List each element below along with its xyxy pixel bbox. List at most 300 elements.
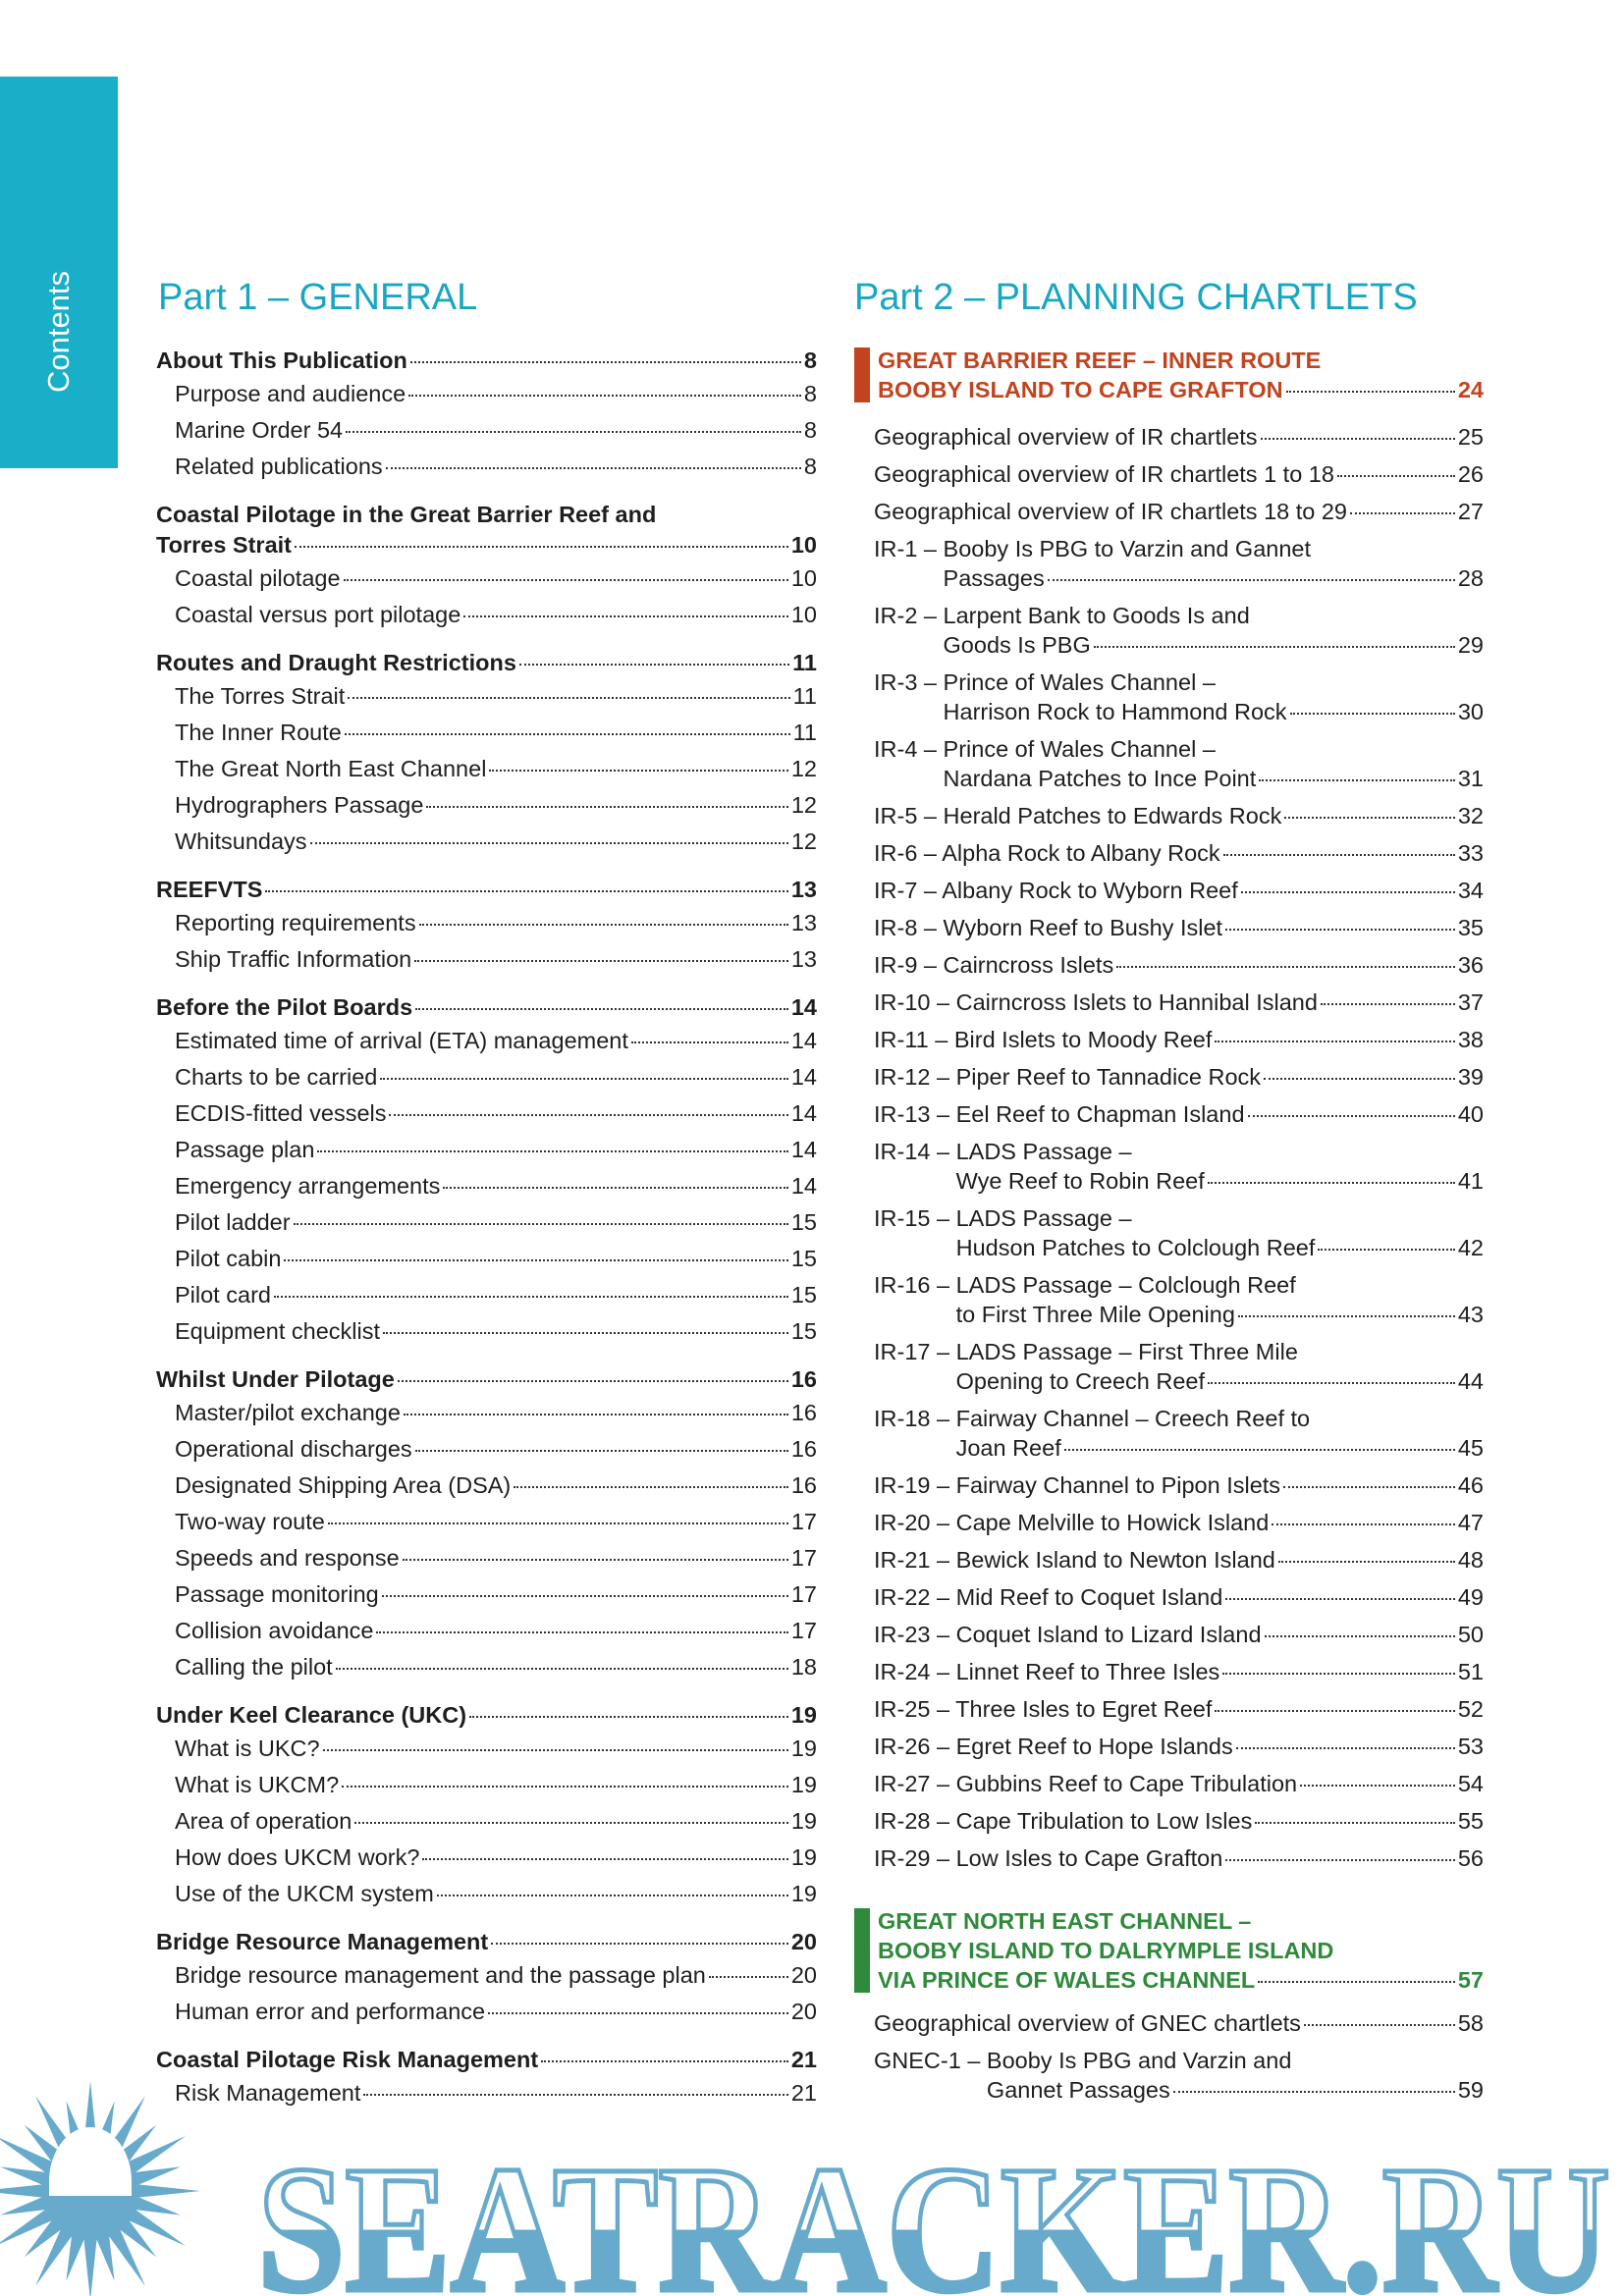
entry-code[interactable]: IR-18 – <box>874 1406 956 1431</box>
toc-entry[interactable] <box>854 1765 1484 1802</box>
entry-label[interactable]: Whitsundays <box>175 828 307 854</box>
page-number: 49 <box>1457 1584 1484 1610</box>
toc-entry[interactable] <box>854 730 1484 797</box>
toc-entry[interactable] <box>854 1200 1484 1266</box>
toc-entry[interactable] <box>156 1840 817 1876</box>
dot-leader <box>489 770 787 772</box>
entry-label[interactable]: Geographical overview of IR chartlets <box>874 424 1258 450</box>
dot-leader <box>519 664 789 666</box>
page-number: 45 <box>1457 1435 1484 1461</box>
entry-label[interactable]: Coastal Pilotage Risk Management <box>156 2047 539 2072</box>
toc-entry[interactable] <box>156 1313 817 1350</box>
toc-entry[interactable] <box>156 1168 817 1204</box>
entry-label[interactable]: Geographical overview of GNEC chartlets <box>874 2010 1301 2036</box>
dot-leader <box>310 842 788 844</box>
entry-line1[interactable]: LADS Passage – <box>955 1205 1132 1231</box>
entry-line1[interactable]: LADS Passage – Colclough Reef <box>955 1272 1296 1298</box>
entry-label[interactable]: Human error and performance <box>175 1999 486 2024</box>
entry-multiline[interactable] <box>874 1203 1484 1262</box>
toc-entry[interactable] <box>156 1731 817 1767</box>
toc-entry[interactable] <box>156 1803 817 1840</box>
dot-leader <box>1350 512 1455 514</box>
entry-label[interactable]: IR-7 – Albany Rock to Wyborn Reef <box>874 878 1238 903</box>
entry-label[interactable]: Passages <box>943 565 1045 591</box>
page-number: 31 <box>1457 766 1484 791</box>
toc-entry[interactable] <box>156 412 817 449</box>
dot-leader <box>414 960 788 962</box>
entry-label[interactable]: Pilot card <box>175 1282 271 1308</box>
toc-group <box>156 346 817 485</box>
entry-line2[interactable] <box>956 1300 1484 1329</box>
toc-entry[interactable] <box>156 561 817 597</box>
toc-entry[interactable] <box>156 1540 817 1576</box>
entry-label[interactable]: IR-29 – Low Isles to Cape Grafton <box>874 1845 1223 1871</box>
toc-entry[interactable] <box>854 1840 1484 1877</box>
toc-entry[interactable] <box>854 909 1484 946</box>
entry-label[interactable]: ECDIS-fitted vessels <box>175 1100 387 1126</box>
toc-entry[interactable] <box>854 834 1484 872</box>
entry-label[interactable]: IR-12 – Piper Reef to Tannadice Rock <box>874 1064 1262 1090</box>
dot-leader <box>345 733 790 735</box>
entry-line1[interactable]: Prince of Wales Channel – <box>943 736 1216 762</box>
toc-entry-heading[interactable] <box>156 1700 817 1731</box>
entry-label[interactable]: IR-25 – Three Isles to Egret Reef <box>874 1696 1213 1722</box>
toc-entry[interactable] <box>854 946 1484 984</box>
dot-leader <box>1300 1785 1455 1787</box>
dot-leader <box>1337 475 1455 477</box>
watermark-text: SEATRACKER.RU <box>257 2129 1610 2296</box>
toc-entry[interactable] <box>854 455 1484 493</box>
page-number: 14 <box>790 1137 817 1162</box>
entry-label[interactable]: IR-23 – Coquet Island to Lizard Island <box>874 1622 1262 1647</box>
entry-multiline[interactable] <box>874 734 1484 793</box>
entry-label[interactable]: Gannet Passages <box>986 2077 1170 2103</box>
toc-entry[interactable] <box>156 1277 817 1313</box>
toc-entry[interactable] <box>854 1728 1484 1765</box>
entry-multiline[interactable] <box>874 534 1484 593</box>
page-number: 55 <box>1457 1808 1484 1834</box>
entry-label[interactable]: Opening to Creech Reef <box>955 1368 1206 1394</box>
toc-entry[interactable] <box>854 797 1484 834</box>
dot-leader <box>386 467 801 469</box>
toc-entry[interactable] <box>854 530 1484 597</box>
entry-body[interactable] <box>956 1203 1484 1262</box>
entry-code[interactable]: IR-16 – <box>874 1272 956 1298</box>
dot-leader <box>336 1668 788 1670</box>
entry-label[interactable]: Passage plan <box>175 1137 315 1162</box>
entry-label[interactable]: IR-13 – Eel Reef to Chapman Island <box>874 1101 1245 1127</box>
group-heading-line: Coastal Pilotage in the Great Barrier Reef and <box>156 502 657 527</box>
toc-entry[interactable] <box>156 941 817 978</box>
toc-entry[interactable] <box>156 1876 817 1912</box>
toc-entry[interactable] <box>156 715 817 751</box>
toc-entry[interactable] <box>156 905 817 941</box>
dot-leader <box>1248 1115 1455 1117</box>
toc-entry[interactable] <box>854 1095 1484 1133</box>
entry-label[interactable]: Geographical overview of IR chartlets 1 to 18 <box>874 461 1334 487</box>
page-number: 14 <box>790 1173 817 1199</box>
page-number: 8 <box>803 454 817 479</box>
toc-entry[interactable] <box>854 418 1484 455</box>
entry-body[interactable] <box>956 1337 1484 1396</box>
toc-entry-heading[interactable] <box>156 1364 817 1395</box>
entry-label[interactable]: Charts to be carried <box>175 1064 378 1090</box>
entry-label[interactable]: IR-27 – Gubbins Reef to Cape Tribulation <box>874 1771 1298 1796</box>
page-number: 37 <box>1457 989 1484 1015</box>
entry-label[interactable]: The Torres Strait <box>175 683 346 709</box>
dot-leader <box>1215 1041 1454 1042</box>
toc-entry[interactable] <box>156 1431 817 1468</box>
toc-entry-heading[interactable] <box>156 2045 817 2075</box>
entry-label[interactable]: Speeds and response <box>175 1545 400 1571</box>
page-number: 27 <box>1457 499 1484 524</box>
entry-label[interactable]: Master/pilot exchange <box>175 1400 401 1425</box>
entry-label[interactable]: IR-24 – Linnet Reef to Three Isles <box>874 1659 1220 1684</box>
entry-label[interactable]: VIA PRINCE OF WALES CHANNEL <box>878 1967 1256 1993</box>
toc-entry[interactable] <box>156 1395 817 1431</box>
entry-label[interactable]: Area of operation <box>175 1808 352 1834</box>
entry-label[interactable]: The Great North East Channel <box>175 756 487 781</box>
entry-line2[interactable] <box>944 630 1484 660</box>
entry-label[interactable]: IR-8 – Wyborn Reef to Bushy Islet <box>874 915 1223 940</box>
toc-section-heading <box>854 346 1484 404</box>
entry-label[interactable]: IR-11 – Bird Islets to Moody Reef <box>874 1027 1213 1052</box>
entry-label[interactable]: Related publications <box>175 454 383 479</box>
entry-body[interactable] <box>944 734 1484 793</box>
entry-multiline[interactable] <box>874 1404 1484 1463</box>
dot-leader <box>1290 713 1455 715</box>
toc-entry[interactable] <box>156 1576 817 1613</box>
entry-line1[interactable]: LADS Passage – First Three Mile <box>955 1339 1298 1364</box>
entry-label[interactable]: Pilot ladder <box>175 1209 291 1235</box>
entry-label[interactable]: Marine Order 54 <box>175 417 344 443</box>
entry-label[interactable]: The Inner Route <box>175 720 342 745</box>
entry-multiline[interactable] <box>874 1270 1484 1329</box>
toc-entry[interactable] <box>854 1616 1484 1653</box>
entry-line2[interactable] <box>956 1166 1484 1196</box>
page-number: 8 <box>803 381 817 406</box>
toc-entry-heading[interactable] <box>156 530 817 561</box>
toc-group <box>156 992 817 1350</box>
toc-entry[interactable] <box>854 1133 1484 1200</box>
toc-entry[interactable] <box>854 1578 1484 1616</box>
toc-entry[interactable] <box>854 1541 1484 1578</box>
page-number: 38 <box>1457 1027 1484 1052</box>
toc-entry[interactable] <box>156 1767 817 1803</box>
entry-label[interactable]: How does UKCM work? <box>175 1844 420 1870</box>
entry-body[interactable] <box>956 1404 1484 1463</box>
dot-leader <box>344 579 788 581</box>
toc-entry-heading[interactable] <box>156 648 817 678</box>
dot-leader <box>469 1716 788 1718</box>
entry-line1[interactable]: Prince of Wales Channel – <box>943 669 1216 695</box>
page-number: 59 <box>1457 2077 1484 2103</box>
entry-code[interactable]: IR-1 – <box>874 536 944 561</box>
entry-label[interactable]: IR-28 – Cape Tribulation to Low Isles <box>874 1808 1253 1834</box>
entry-multiline[interactable] <box>874 1337 1484 1396</box>
toc-entry[interactable] <box>854 1690 1484 1728</box>
entry-label[interactable]: Risk Management <box>175 2080 361 2106</box>
entry-label[interactable]: Coastal versus port pilotage <box>175 602 461 627</box>
dot-leader <box>1255 1822 1455 1824</box>
dot-leader <box>317 1150 787 1152</box>
entry-label[interactable]: Two-way route <box>175 1509 325 1534</box>
toc-entry[interactable] <box>854 1021 1484 1058</box>
page-number: 56 <box>1457 1845 1484 1871</box>
toc-section-heading <box>854 1906 1484 1995</box>
page-number: 12 <box>790 756 817 781</box>
dot-leader <box>419 924 788 926</box>
entry-code[interactable]: IR-4 – <box>874 736 944 762</box>
entry-label[interactable]: Ship Traffic Information <box>175 946 412 972</box>
toc-entry[interactable] <box>156 1095 817 1132</box>
dot-leader <box>1241 891 1455 893</box>
page-number: 11 <box>792 720 817 745</box>
page-number: 39 <box>1457 1064 1484 1090</box>
entry-line1[interactable]: Booby Is PBG to Varzin and Gannet <box>943 536 1312 561</box>
contents-side-tab <box>0 77 118 468</box>
entry-multiline[interactable] <box>874 601 1484 660</box>
toc-entry-section[interactable] <box>878 375 1484 404</box>
entry-line2[interactable] <box>956 1433 1484 1463</box>
entry-code[interactable]: IR-3 – <box>874 669 944 695</box>
entry-line2[interactable] <box>944 764 1484 793</box>
dot-leader <box>408 395 801 397</box>
toc-group <box>156 648 817 860</box>
entry-body[interactable] <box>944 534 1484 593</box>
toc-entry[interactable] <box>854 2004 1484 2042</box>
page-number: 17 <box>790 1509 817 1534</box>
entry-label[interactable]: IR-6 – Alpha Rock to Albany Rock <box>874 840 1220 866</box>
toc-entry[interactable] <box>854 1058 1484 1095</box>
dot-leader <box>1259 779 1455 781</box>
page-number: 46 <box>1457 1472 1484 1498</box>
dot-leader <box>1048 579 1455 581</box>
entry-code[interactable]: IR-15 – <box>874 1205 956 1231</box>
entry-line2[interactable] <box>944 563 1484 593</box>
entry-label[interactable]: Nardana Patches to Ince Point <box>943 766 1257 791</box>
dot-leader <box>426 806 787 808</box>
page-number: 17 <box>790 1618 817 1643</box>
toc-entry[interactable] <box>854 1504 1484 1541</box>
toc-entry[interactable] <box>156 1023 817 1059</box>
dot-leader <box>1116 966 1455 968</box>
entry-multiline[interactable] <box>874 1137 1484 1196</box>
entry-label[interactable]: REEFVTS <box>156 877 263 902</box>
entry-code[interactable]: IR-17 – <box>874 1339 956 1364</box>
entry-label[interactable]: Equipment checklist <box>175 1318 380 1344</box>
entry-label[interactable]: About This Publication <box>156 347 407 373</box>
entry-label[interactable]: IR-5 – Herald Patches to Edwards Rock <box>874 803 1282 828</box>
toc-entry-section[interactable] <box>878 1965 1484 1995</box>
entry-body[interactable] <box>944 601 1484 660</box>
dot-leader <box>382 1595 788 1597</box>
toc-entry[interactable] <box>156 1649 817 1685</box>
dot-leader <box>1208 1382 1455 1384</box>
toc-entry[interactable] <box>156 1204 817 1241</box>
entry-line1[interactable]: Fairway Channel – Creech Reef to <box>955 1406 1311 1431</box>
dot-leader <box>376 1631 787 1633</box>
toc-group <box>156 875 817 978</box>
entry-label[interactable]: Bridge Resource Management <box>156 1929 489 1954</box>
toc-entry[interactable] <box>156 1132 817 1168</box>
page-number: 52 <box>1457 1696 1484 1722</box>
entry-label[interactable]: Goods Is PBG <box>943 632 1091 658</box>
entry-label[interactable]: Emergency arrangements <box>175 1173 441 1199</box>
dot-leader <box>1094 646 1455 648</box>
toc-entry[interactable] <box>854 1802 1484 1840</box>
seatracker-watermark <box>0 2081 1624 2296</box>
entry-line2[interactable] <box>956 1366 1484 1396</box>
entry-line2[interactable] <box>956 1233 1484 1262</box>
dot-leader <box>410 361 801 363</box>
entry-label[interactable]: Coastal pilotage <box>175 565 341 591</box>
toc-entry[interactable] <box>854 493 1484 530</box>
dot-leader <box>463 615 788 617</box>
toc-entry[interactable] <box>156 1504 817 1540</box>
section-heading-line: BOOBY ISLAND TO DALRYMPLE ISLAND <box>878 1938 1334 1963</box>
entry-label[interactable]: Use of the UKCM system <box>175 1881 434 1906</box>
entry-body[interactable] <box>956 1137 1484 1196</box>
entry-line1[interactable]: Larpent Bank to Goods Is and <box>943 603 1250 628</box>
entry-label[interactable]: IR-22 – Mid Reef to Coquet Island <box>874 1584 1223 1610</box>
page-number: 10 <box>790 565 817 591</box>
page-number: 14 <box>790 1028 817 1053</box>
entry-code[interactable]: IR-2 – <box>874 603 944 628</box>
toc-entry-heading[interactable] <box>156 346 817 376</box>
toc-entry[interactable] <box>156 787 817 824</box>
toc-entry[interactable] <box>156 597 817 633</box>
dot-leader <box>1208 1182 1455 1184</box>
toc-entry[interactable] <box>156 751 817 787</box>
entry-label[interactable]: Calling the pilot <box>175 1654 333 1680</box>
page-number: 26 <box>1457 461 1484 487</box>
entry-label[interactable]: Hydrographers Passage <box>175 792 424 818</box>
entry-label[interactable]: Collision avoidance <box>175 1618 374 1643</box>
entry-label[interactable]: Joan Reef <box>955 1435 1061 1461</box>
toc-entry[interactable] <box>156 449 817 485</box>
entry-label[interactable]: IR-10 – Cairncross Islets to Hannibal Island <box>874 989 1318 1015</box>
page-number: 14 <box>790 1064 817 1090</box>
toc-entry[interactable] <box>156 1613 817 1649</box>
entry-label[interactable]: IR-9 – Cairncross Islets <box>874 952 1114 978</box>
entry-line1[interactable]: LADS Passage – <box>955 1139 1132 1164</box>
dot-leader <box>383 1332 788 1334</box>
page-number: 54 <box>1457 1771 1484 1796</box>
entry-label[interactable]: Designated Shipping Area (DSA) <box>175 1472 512 1498</box>
entry-label[interactable]: IR-21 – Bewick Island to Newton Island <box>874 1547 1275 1573</box>
entry-label[interactable]: Estimated time of arrival (ETA) management <box>175 1028 628 1053</box>
entry-label[interactable]: Bridge resource management and the passage plan <box>175 1962 706 1988</box>
entry-code[interactable]: GNEC-1 – <box>874 2048 987 2073</box>
dot-leader <box>422 1858 787 1860</box>
dot-leader <box>1321 1003 1455 1005</box>
entry-body[interactable] <box>944 667 1484 726</box>
dot-leader <box>295 546 788 548</box>
page-number: 51 <box>1457 1659 1484 1684</box>
entry-label[interactable]: Geographical overview of IR chartlets 18 to 29 <box>874 499 1348 524</box>
toc-entry[interactable] <box>854 1400 1484 1467</box>
page-number: 20 <box>790 1929 817 1954</box>
dot-leader <box>415 1008 788 1010</box>
entry-label[interactable]: Harrison Rock to Hammond Rock <box>943 699 1287 724</box>
section-heading-line: GREAT NORTH EAST CHANNEL – <box>878 1908 1252 1934</box>
toc-entry[interactable] <box>156 1994 817 2030</box>
toc-entry[interactable] <box>156 1059 817 1095</box>
entry-label[interactable]: Torres Strait <box>156 532 292 558</box>
entry-label[interactable]: Pilot cabin <box>175 1246 282 1271</box>
entry-label[interactable]: Whilst Under Pilotage <box>156 1366 395 1392</box>
toc-entry[interactable] <box>854 597 1484 664</box>
toc-entry[interactable] <box>854 664 1484 730</box>
entry-label[interactable]: Routes and Draught Restrictions <box>156 650 516 675</box>
dot-leader <box>1264 1078 1455 1080</box>
entry-label[interactable]: to First Three Mile Opening <box>955 1302 1235 1327</box>
toc-entry[interactable] <box>854 1653 1484 1690</box>
entry-code[interactable]: IR-14 – <box>874 1139 956 1164</box>
toc-entry[interactable] <box>156 1468 817 1504</box>
entry-label[interactable]: Purpose and audience <box>175 381 406 406</box>
entry-label[interactable]: Under Keel Clearance (UKC) <box>156 1702 467 1728</box>
dot-leader <box>354 1822 788 1824</box>
toc-entry[interactable] <box>854 1333 1484 1400</box>
toc-entry[interactable] <box>156 678 817 715</box>
toc-entry-heading[interactable] <box>156 875 817 905</box>
toc-entry-heading[interactable] <box>156 992 817 1023</box>
entry-line2[interactable] <box>944 697 1484 726</box>
entry-label[interactable]: Passage monitoring <box>175 1581 379 1607</box>
page-number: 57 <box>1457 1967 1484 1993</box>
page-number: 36 <box>1457 952 1484 978</box>
page-number: 25 <box>1457 424 1484 450</box>
page-number: 43 <box>1457 1302 1484 1327</box>
toc-entry-heading[interactable] <box>156 1927 817 1957</box>
toc-entry[interactable] <box>156 376 817 412</box>
entry-label[interactable]: Hudson Patches to Colclough Reef <box>955 1235 1316 1260</box>
page-number: 14 <box>790 1100 817 1126</box>
section-color-bar <box>854 1908 870 1993</box>
entry-label[interactable]: BOOBY ISLAND TO CAPE GRAFTON <box>878 377 1283 402</box>
dot-leader <box>1215 1710 1454 1712</box>
entry-label[interactable]: What is UKC? <box>175 1735 320 1761</box>
toc-entry[interactable] <box>156 1957 817 1994</box>
entry-label[interactable]: IR-19 – Fairway Channel to Pipon Islets <box>874 1472 1281 1498</box>
toc-entry[interactable] <box>854 872 1484 909</box>
page-number: 35 <box>1457 915 1484 940</box>
toc-entry[interactable] <box>156 824 817 860</box>
entry-body[interactable] <box>956 1270 1484 1329</box>
entry-label[interactable]: IR-26 – Egret Reef to Hope Islands <box>874 1734 1233 1759</box>
entry-label[interactable]: What is UKCM? <box>175 1772 340 1797</box>
entry-line1[interactable]: Booby Is PBG and Varzin and <box>986 2048 1292 2073</box>
entry-label[interactable]: Wye Reef to Robin Reef <box>955 1168 1205 1194</box>
entry-label[interactable]: Before the Pilot Boards <box>156 994 413 1020</box>
entry-label[interactable]: Reporting requirements <box>175 910 416 935</box>
page-number: 8 <box>803 417 817 443</box>
entry-label[interactable]: IR-20 – Cape Melville to Howick Island <box>874 1510 1270 1535</box>
toc-group <box>156 1927 817 2030</box>
page-number: 13 <box>790 877 817 902</box>
entry-label[interactable]: Operational discharges <box>175 1436 412 1462</box>
page-number: 33 <box>1457 840 1484 866</box>
dot-leader <box>443 1187 787 1189</box>
toc-entry[interactable] <box>854 984 1484 1021</box>
entry-multiline[interactable] <box>874 667 1484 726</box>
toc-entry[interactable] <box>854 1467 1484 1504</box>
dot-leader <box>1238 1315 1455 1317</box>
toc-entry[interactable] <box>854 1266 1484 1333</box>
toc-entry[interactable] <box>156 1241 817 1277</box>
